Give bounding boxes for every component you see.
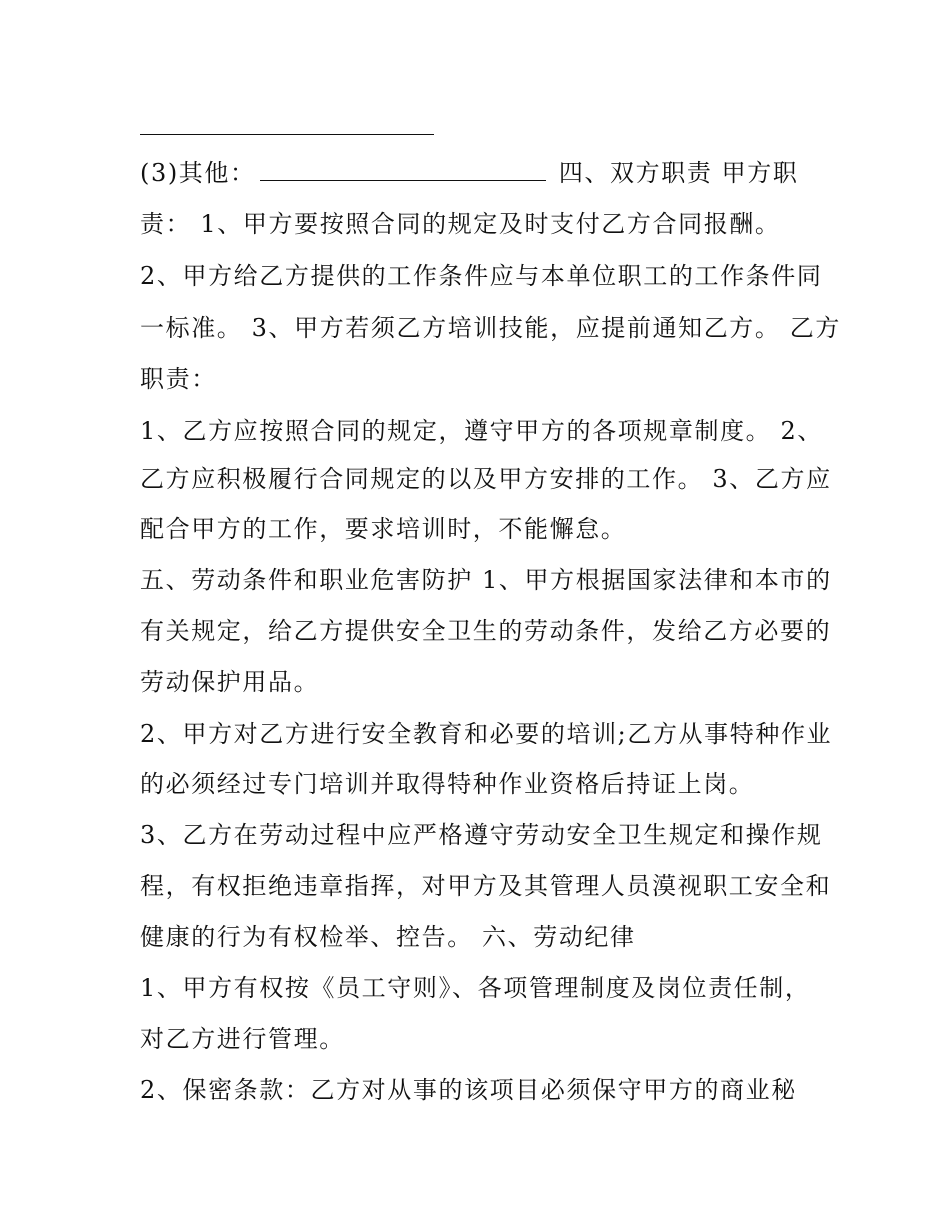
text-segment: 四、双方职责 甲方职	[549, 159, 799, 187]
text-line: 健康的行为有权检举、控告。 六、劳动纪律	[140, 923, 636, 951]
text-line: 职责：	[140, 365, 217, 393]
fill-in-blank	[260, 158, 546, 181]
text-line: 1、乙方应按照合同的规定，遵守甲方的各项规章制度。 2、	[140, 417, 823, 445]
fill-in-blank-line	[140, 134, 434, 135]
text-line: 程，有权拒绝违章指挥，对甲方及其管理人员漠视职工安全和	[140, 872, 832, 900]
text-line: 2、甲方给乙方提供的工作条件应与本单位职工的工作条件同	[140, 262, 823, 290]
text-line: 1、甲方有权按《员工守则》、各项管理制度及岗位责任制，	[140, 974, 811, 1002]
text-line: 五、劳动条件和职业危害防护 1、甲方根据国家法律和本市的	[140, 566, 832, 594]
text-line: 责： 1、甲方要按照合同的规定及时支付乙方合同报酬。	[140, 210, 781, 238]
text-line: 乙方应积极履行合同规定的以及甲方安排的工作。 3、乙方应	[140, 465, 832, 493]
text-segment: (3)其他：	[140, 159, 256, 187]
text-line: 一标准。 3、甲方若须乙方培训技能，应提前通知乙方。 乙方	[140, 314, 841, 342]
text-line: 2、甲方对乙方进行安全教育和必要的培训;乙方从事特种作业	[140, 720, 833, 748]
text-line: 的必须经过专门培训并取得特种作业资格后持证上岗。	[140, 770, 755, 798]
text-line: 2、保密条款：乙方对从事的该项目必须保守甲方的商业秘	[140, 1076, 797, 1104]
text-line: 3、乙方在劳动过程中应严格遵守劳动安全卫生规定和操作规	[140, 821, 823, 849]
text-line: 对乙方进行管理。	[140, 1025, 345, 1053]
text-line	[140, 158, 820, 188]
text-line: 配合甲方的工作，要求培训时，不能懈怠。	[140, 515, 627, 543]
text-line: 劳动保护用品。	[140, 668, 320, 696]
text-line: 有关规定，给乙方提供安全卫生的劳动条件，发给乙方必要的	[140, 617, 832, 645]
